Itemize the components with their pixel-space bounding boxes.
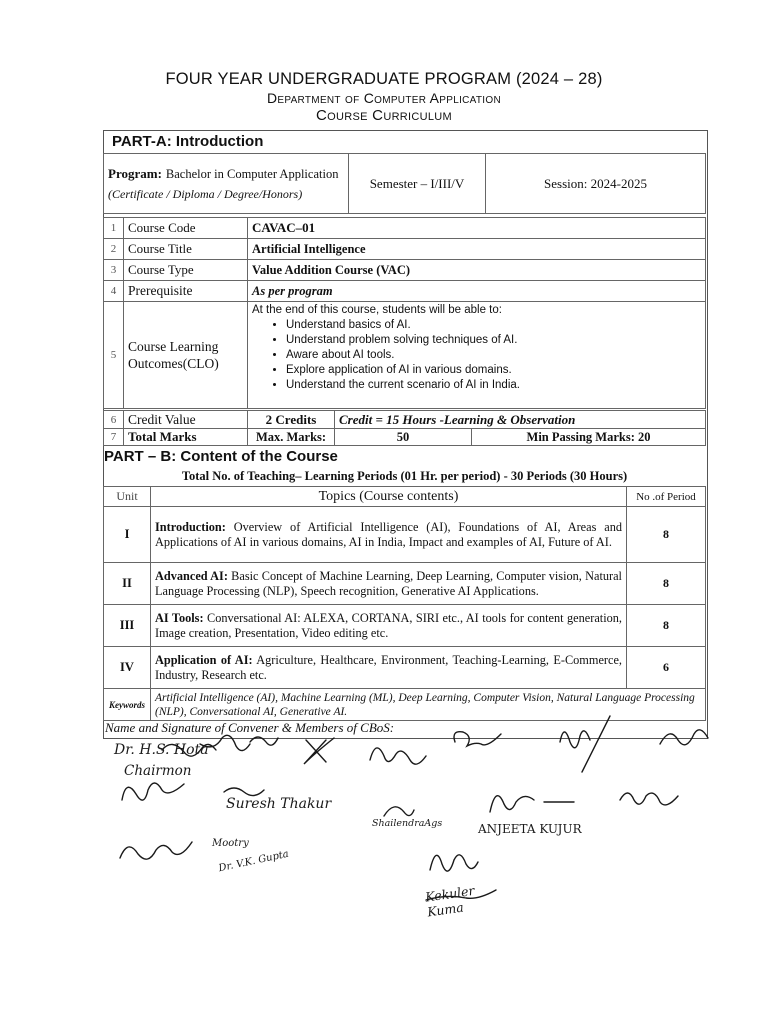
- marks-row: [104, 429, 706, 446]
- signatures-heading: Name and Signature of Convener & Members of CBoS:: [105, 720, 395, 735]
- row-number: 3: [104, 260, 124, 281]
- prerequisite-value: As per program: [248, 281, 706, 302]
- prerequisite-label: Prerequisite: [124, 281, 248, 302]
- signature-stroke: [224, 788, 264, 796]
- unit-title: Advanced AI:: [155, 568, 228, 583]
- course-info-table: [103, 217, 706, 409]
- prerequisite-row: [104, 281, 706, 302]
- clo-label: Course Learning Outcomes(CLO): [124, 302, 248, 409]
- unit-text: Agriculture, Healthcare, Environment, Teaching-Learning, E-Commerce, Industry, Research etc.: [155, 652, 622, 682]
- credit-value: 2 Credits: [248, 411, 335, 429]
- session-cell: Session: 2024-2025: [486, 154, 706, 214]
- content-table: [103, 486, 706, 721]
- unit-number: II: [104, 563, 151, 605]
- unit-title: Application of AI:: [155, 652, 253, 667]
- program-table: [103, 153, 706, 214]
- unit-header: Unit: [104, 487, 151, 507]
- keywords-text: Artificial Intelligence (AI), Machine Learning (ML), Deep Learning, Computer Vision, Natural Language Processing (NLP), Conversational AI, Generative AI.: [151, 689, 706, 721]
- course-code-value: CAVAC–01: [248, 218, 706, 239]
- max-marks-label: Max. Marks:: [248, 429, 335, 446]
- suresh-signature: Suresh Thakur: [226, 796, 332, 812]
- curriculum-heading: Course Curriculum: [315, 107, 453, 124]
- course-type-value: Value Addition Course (VAC): [248, 260, 706, 281]
- course-title-label: Course Title: [124, 239, 248, 260]
- unit-number: I: [104, 507, 151, 563]
- clo-intro: At the end of this course, students will be able to:: [252, 304, 502, 316]
- row-number: 5: [104, 302, 124, 409]
- course-title-value: Artificial Intelligence: [248, 239, 706, 260]
- course-title-row: [104, 239, 706, 260]
- course-code-row: [104, 218, 706, 239]
- clo-item: • Understand the current scenario of AI in India.: [286, 378, 701, 393]
- course-type-label: Course Type: [124, 260, 248, 281]
- program-value: Bachelor in Computer Application: [165, 166, 339, 181]
- keywords-label: Keywords: [104, 689, 151, 721]
- max-marks-value: 50: [335, 429, 472, 446]
- dr-signature: Dr. V.K. Gupta: [217, 848, 290, 875]
- course-type-row: [104, 260, 706, 281]
- signature-stroke: [430, 855, 478, 871]
- unit-text: Overview of Artificial Intelligence (AI), Foundations of AI, Areas and Applications of AI in various domains, AI in India, Impact and examples of AI, Future of AI.: [155, 519, 622, 549]
- signature-stroke: [490, 796, 574, 812]
- chairman-role: Chairmon: [124, 763, 192, 779]
- part-a-title: PART-A: Introduction: [112, 133, 264, 150]
- unit-title: AI Tools:: [155, 610, 204, 625]
- unit-number: IV: [104, 647, 151, 689]
- mootry-signature: Mootry: [212, 838, 249, 849]
- credit-table: [103, 410, 706, 446]
- clo-item: • Aware about AI tools.: [286, 348, 701, 363]
- clo-item: • Understand problem solving techniques of AI.: [286, 333, 701, 348]
- semester-cell: Semester – I/III/V: [349, 154, 486, 214]
- unit-text: Basic Concept of Machine Learning, Deep Learning, Computer vision, Natural Language Processing (NLP), Speech recognition, Generative AI Applications.: [155, 568, 622, 598]
- unit-periods: 8: [627, 507, 706, 563]
- clo-row: [104, 302, 706, 409]
- content-header-row: [104, 487, 706, 507]
- row-number: 2: [104, 239, 124, 260]
- shailendra-signature: ShailendraAgs: [372, 818, 443, 829]
- unit-topics: [151, 507, 627, 563]
- part-b-title: PART – B: Content of the Course: [104, 448, 338, 465]
- clo-list: [252, 318, 701, 393]
- signature-stroke: [370, 748, 426, 764]
- course-code-label: Course Code: [124, 218, 248, 239]
- unit-topics: [151, 647, 627, 689]
- unit-topics: [151, 605, 627, 647]
- program-cell: [104, 154, 349, 214]
- periods-header: No .of Period: [627, 487, 706, 507]
- program-label: Program:: [108, 165, 162, 181]
- clo-item: • Understand basics of AI.: [286, 318, 701, 333]
- min-marks: Min Passing Marks: 20: [472, 429, 706, 446]
- part-b-subtitle: Total No. of Teaching– Learning Periods (01 Hr. per period) - 30 Periods (30 Hours): [181, 469, 628, 483]
- signature-stroke: [122, 783, 184, 800]
- unit-number: III: [104, 605, 151, 647]
- row-number: 7: [104, 429, 124, 446]
- unit-row: [104, 605, 706, 647]
- program-heading: FOUR YEAR UNDERGRADUATE PROGRAM (2024 – 28): [165, 70, 603, 88]
- marks-label: Total Marks: [124, 429, 248, 446]
- unit-row: [104, 507, 706, 563]
- signature-stroke: [304, 738, 334, 764]
- unit-title: Introduction:: [155, 519, 226, 534]
- clo-item: • Explore application of AI in various domains.: [286, 363, 701, 378]
- credit-label: Credit Value: [124, 411, 248, 429]
- unit-periods: 6: [627, 647, 706, 689]
- kekuler-signature: Kekuler Kuma: [424, 882, 476, 920]
- signature-stroke: [384, 807, 414, 816]
- signature-stroke: [620, 793, 678, 805]
- unit-row: [104, 647, 706, 689]
- unit-topics: [151, 563, 627, 605]
- unit-row: [104, 563, 706, 605]
- row-number: 6: [104, 411, 124, 429]
- program-note: (Certificate / Diploma / Degree/Honors): [108, 186, 303, 201]
- clo-content: [248, 302, 706, 409]
- row-number: 1: [104, 218, 124, 239]
- credit-note: Credit = 15 Hours -Learning & Observation: [335, 411, 706, 429]
- signature-stroke: [120, 842, 192, 859]
- topics-header: Topics (Course contents): [151, 487, 627, 507]
- credit-row: [104, 411, 706, 429]
- department-heading: Department of Computer Application: [266, 90, 501, 106]
- keywords-row: [104, 689, 706, 721]
- unit-periods: 8: [627, 605, 706, 647]
- anjeeta-signature: ANJEETA KUJUR: [478, 822, 582, 836]
- row-number: 4: [104, 281, 124, 302]
- unit-periods: 8: [627, 563, 706, 605]
- unit-text: Conversational AI: ALEXA, CORTANA, SIRI etc., AI tools for content generation, Image creation, Presentation, Video editing etc.: [155, 610, 622, 640]
- chairman-signature: Dr. H.S. Hota: [114, 742, 209, 758]
